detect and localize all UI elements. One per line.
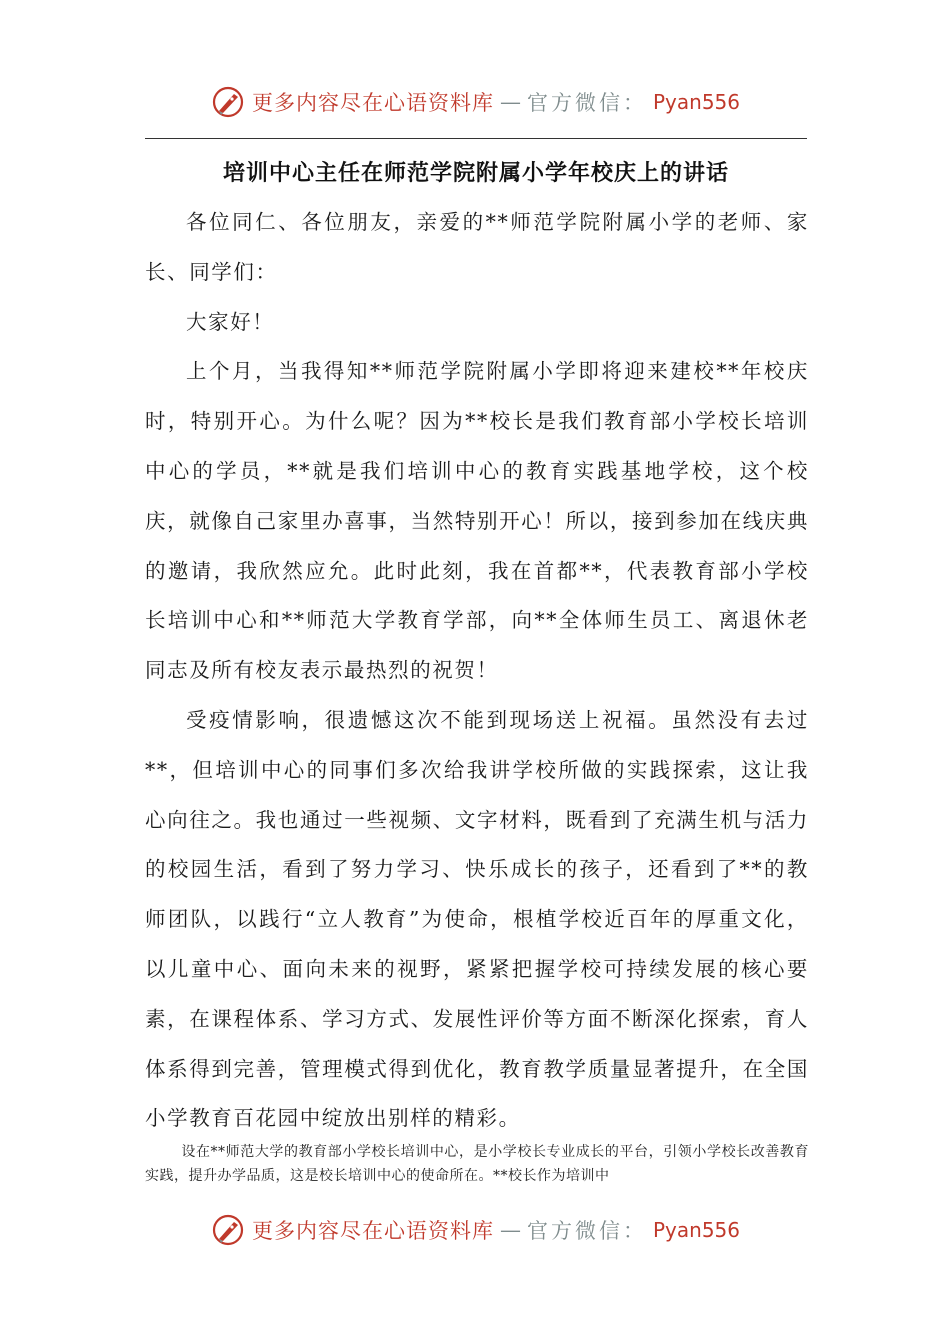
body-paragraph-2: 受疫情影响，很遗憾这次不能到现场送上祝福。虽然没有去过**，但培训中心的同事们多次给我讲学校所做的实践探索，这让我心向往之。我也通过一些视频、文字材料，既看到了充满生机与活力的校园生活，看到了努力学习、快乐成长的孩子，还看到了**的教师团队，以践行“立人教育”为使命，根植学校近百年的厚重文化，以儿童中心、面向未来的视野，紧紧把握学校可持续发展的核心要素，在课程体系、学习方式、发展性评价等方面不断深化探索，育人体系得到完善，管理模式得到优化，教育教学质量显著提升，在全国小学教育百花园中绽放出别样的精彩。 bbox=[145, 707, 809, 1131]
small-print-paragraph bbox=[145, 1140, 809, 1188]
document-body bbox=[145, 198, 809, 1144]
body-paragraph-1: 上个月，当我得知**师范学院附属小学即将迎来建校**年校庆时，特别开心。为什么呢？因为**校长是我们教育部小学校长培训中心的学员，**就是我们培训中心的教育实践基地学校，这个校庆，就像自己家里办喜事，当然特别开心！所以，接到参加在线庆典的邀请，我欣然应允。此时此刻，我在首都**，代表教育部小学校长培训中心和**师范大学教育学部，向**全体师生员工、离退休老同志及所有校友表示最热烈的祝贺！ bbox=[145, 359, 809, 683]
header-banner bbox=[0, 82, 950, 122]
banner-dash: — bbox=[499, 1218, 521, 1242]
header-divider bbox=[145, 138, 807, 139]
salutation-paragraph: 各位同仁、各位朋友，亲爱的**师范学院附属小学的老师、家长、同学们： bbox=[145, 210, 809, 284]
wechat-label: 官方微信： bbox=[526, 91, 647, 115]
small-print-text: 设在**师范大学的教育部小学校长培训中心，是小学校长专业成长的平台，引领小学校长改善教育实践，提升办学品质，这是校长培训中心的使命所在。**校长作为培训中 bbox=[145, 1144, 809, 1184]
wechat-id: Pyan556 bbox=[652, 90, 740, 114]
document-title: 培训中心主任在师范学院附属小学年校庆上的讲话 bbox=[222, 161, 729, 186]
footer-banner bbox=[0, 1210, 950, 1250]
wechat-id: Pyan556 bbox=[652, 1218, 740, 1242]
pen-nib-logo-icon bbox=[210, 84, 246, 120]
site-name: 更多内容尽在心语资料库 bbox=[251, 1219, 494, 1243]
greeting-paragraph: 大家好！ bbox=[186, 309, 275, 334]
site-name: 更多内容尽在心语资料库 bbox=[251, 91, 494, 115]
pen-nib-logo-icon bbox=[210, 1212, 246, 1248]
banner-dash: — bbox=[499, 90, 521, 114]
wechat-label: 官方微信： bbox=[526, 1219, 647, 1243]
